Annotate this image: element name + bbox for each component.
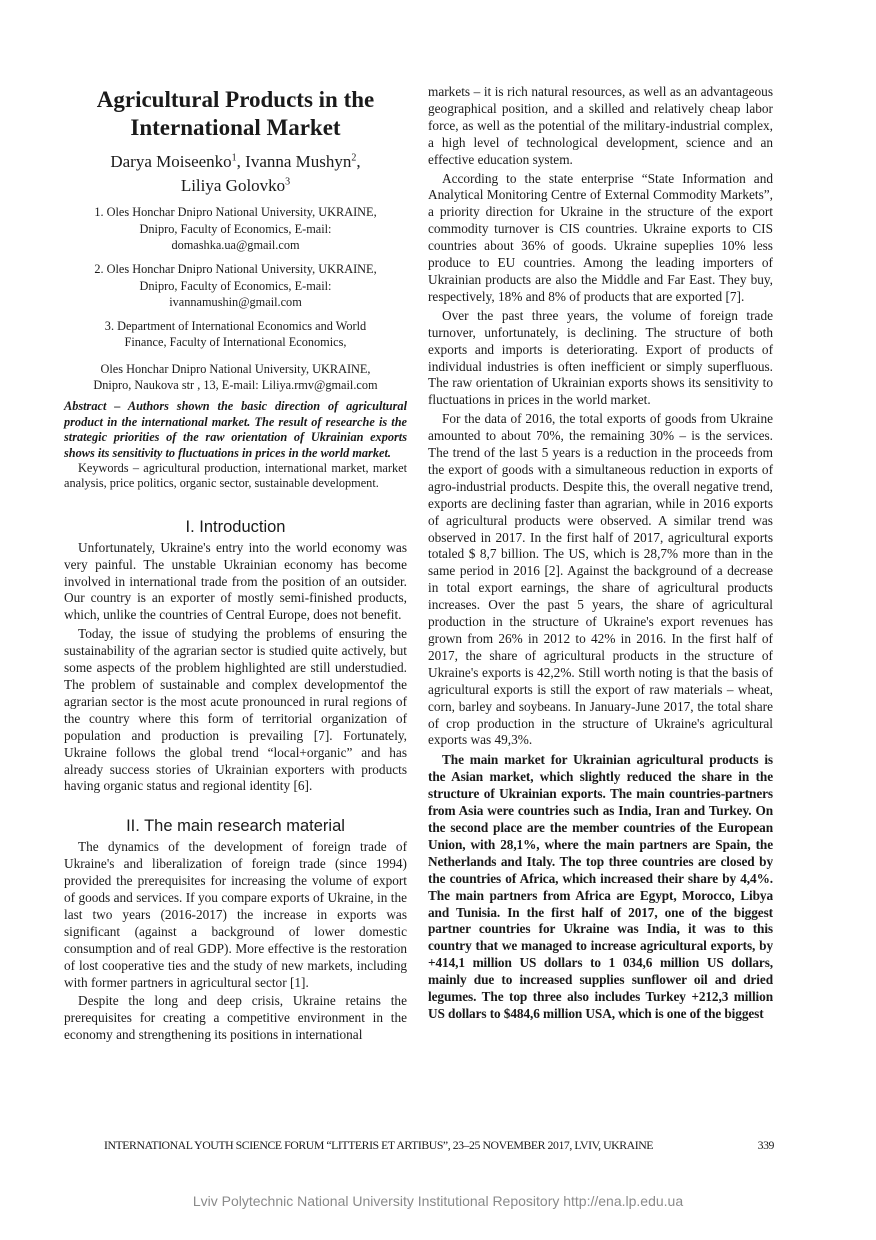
conference-name: INTERNATIONAL YOUTH SCIENCE FORUM “LITTERIS ET ARTIBUS”, 23–25 NOVEMBER 2017, LVIV, UKRAINE [104,1138,654,1152]
author-list [64,147,407,196]
right-column [428,84,773,1023]
emphasized-paragraph: The main market for Ukrainian agricultural products is the Asian market, which slightly reduced the share in the structure of Ukrainian exports. The main countries-partners from Asia were countries such as India, Iran and Turkey. On the second place are the member countries of the European Union, with 28,1%, where the main partners are Spain, the Netherlands and Italy. The top three countries are closed by the countries of Africa, which increased their share by 4,4%. The main partners from Africa are Egypt, Morocco, Libya and Tunisia. In the first half of 2017, one of the biggest partner countries for Ukraine was India, it was to this country that we managed to increase agricultural exports, by +414,1 million US dollars to 1 034,6 million US dollars, mainly due to increased supplies sunflower oil and dried legumes. The top three also includes Turkey +212,3 million US dollars to $484,6 million USA, which is one of the biggest [428,752,773,1021]
affiliation-3-address: Oles Honchar Dnipro National University, UKRAINE, Dnipro, Naukova str , 13, E-mail: Liliya.rmv@gmail.com [93,361,378,392]
section-heading-introduction: I. Introduction [185,517,286,536]
author: Darya Moiseenko$^1$, [110,151,246,171]
paper-title [64,84,407,141]
body-paragraph: Unfortunately, Ukraine's entry into the world economy was very painful. The unstable Ukrainian economy has become involved in international trade from the position of an outsider. Our country is an exporter of mostly semi-finished products, which, unlike the countries of Central Europe, does not benefit. [64,539,407,623]
left-column [64,84,407,1044]
author: Ivanna Mushyn$^2$, [245,151,361,171]
body-paragraph: Over the past three years, the volume of foreign trade turnover, unfortunately, is declining. The structure of both exports and imports is deteriorating. Export of products of individual industries is often inefficient or simply superfluous. The raw orientation of Ukrainian exports shows its sensitivity to fluctuations in prices in the world market. [428,307,773,408]
body-paragraph: According to the state enterprise “State Information and Analytical Monitoring Centre of External Commodity Markets”, a priority direction for Ukraine in the structure of the export commodity turnover is CIS countries. Ukraine exports to CIS countries about 36% of goods. Ukraine supeplies 10% less produce to EU countries. Among the leading importers of Ukrainian products are also the Middle and Far East. They buy, respectively, 18% and 8% of products that are exported [7]. [428,170,773,304]
title-line-1: Agricultural Products in the [96,87,375,112]
author-email: domashka.ua@gmail.com [171,237,300,252]
body-paragraph: Today, the issue of studying the problems of ensuring the sustainability of the agrarian sector is studied quite actively, but some aspects of the problem highlighted are still understudied. The problem of sustainable and complex developmentof the agrarian sector is the most acute pronounced in rural regions of the country where this form of territorial organization of population and production is prevailing [7]. Fortunately, Ukraine follows the global trend “local+organic” and has already success stories of Ukrainian exporters with products having organic status and regional identity [6]. [64,626,407,794]
author-email: ivannamushin@gmail.com [169,294,302,309]
title-line-2: International Market [130,114,341,140]
body-paragraph: The dynamics of the development of foreign trade of Ukraine's and liberalization of foreign trade (since 1994) provided the prerequisites for increasing the volume of export of goods and services. If you compare exports of Ukraine, in the last two years (2016-2017) the increase in exports was significant (against a background of lower domestic consumption and of real GDP). More effective is the restoration of lost cooperative ties and the study of new markets, including with former partners in agricultural sector [1]. [64,839,407,990]
page-number: 339 [757,1138,774,1152]
keywords: Keywords – agricultural production, international market, market analysis, price politics, organic sector, sustainable development. [64,460,407,491]
body-paragraph: Despite the long and deep crisis, Ukraine retains the prerequisites for creating a competitive environment in the economy and strengthening its positions in international [64,993,407,1043]
author: Liliya Golovko$^3$ [180,176,291,196]
affiliation-1: 1. Oles Honchar Dnipro National University, UKRAINE, Dnipro, Faculty of Economics, E-mail: domashka.ua@gmail.com [94,205,377,252]
abstract: Abstract – Authors shown the basic direction of agricultural product in the international market. The result of researche is the strategic priorities of the raw orientation of Ukrainian exports shows its sensitivity to fluctuations in prices in the world market. [64,399,407,460]
body-paragraph-continuation: markets – it is rich natural resources, as well as an advantageous geographical position, and a skilled and relatively cheap labor force, as well as the potential of the military-industrial complex, a high level of technological development, science and an effective education system. [428,84,773,167]
repository-watermark: Lviv Polytechnic National University Institutional Repository http://ena.lp.edu.ua [192,1193,684,1209]
affiliation-3: 3. Department of International Economics and World Finance, Faculty of International Economics, [104,319,367,350]
affiliation-2: 2. Oles Honchar Dnipro National University, UKRAINE, Dnipro, Faculty of Economics, E-mail: ivannamushin@gmail.com [94,262,377,309]
body-paragraph: For the data of 2016, the total exports of goods from Ukraine amounted to about 70%, the remaining 30% – is the services. The trend of the last 5 years is a reduction in the proceeds from the export of goods with a simultaneous reduction in exports of agro-industrial products. Despite this, the overall negative trend, exports are declining faster than agrarian, while in 2016 exports of agricultural products were observed. A similar trend was observed in 2017. In the first half of 2017, agricultural exports totaled $ 8,7 billion. The US, which is 28,7% more than in the same period in 2016 [2]. Against the background of a decrease in total export earnings, the share of agricultural products increases. Over the past 5 years, the share of agricultural production in the structure of Ukraine's export revenues has grown from 26% in 2012 to 42% in 2016. In the first half of 2017, the share of agricultural products in the structure of Ukraine's exports is 42,2%. Still worth noting is that the basis of agricultural exports is still the export of raw materials – wheat, corn, barley and soybeans. In January-June 2017, the total share of crop production in the structure of Ukraine's agricultural exports was 49,3%. [428,411,773,748]
section-heading-main-research: II. The main research material [126,817,345,836]
page-footer [104,1138,774,1153]
